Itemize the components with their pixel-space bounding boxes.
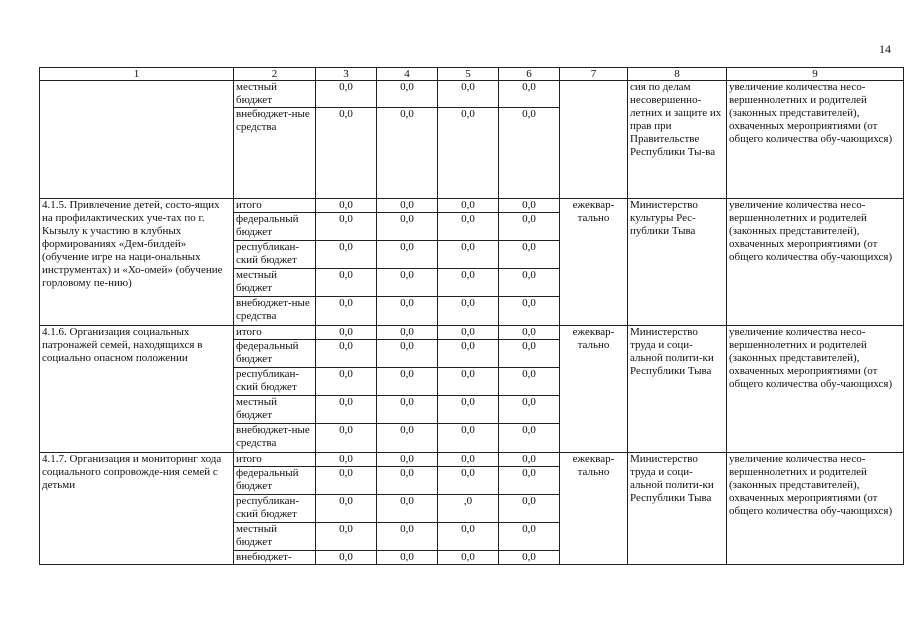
funding-source-cell: республикан-ский бюджет — [234, 368, 316, 396]
value-cell: 0,0 — [438, 368, 499, 396]
funding-source-cell: местный бюджет — [234, 523, 316, 551]
value-cell: 0,0 — [377, 269, 438, 297]
value-cell: 0,0 — [377, 241, 438, 269]
value-cell: 0,0 — [438, 269, 499, 297]
value-cell: 0,0 — [499, 199, 560, 213]
period-cell-continued — [560, 81, 628, 199]
value-cell: 0,0 — [316, 467, 377, 495]
col-header-5: 5 — [438, 68, 499, 81]
funding-source-cell: федеральный бюджет — [234, 340, 316, 368]
value-cell: 0,0 — [438, 340, 499, 368]
value-cell: 0,0 — [316, 213, 377, 241]
col-header-6: 6 — [499, 68, 560, 81]
table-row — [40, 199, 904, 213]
activity-cell-continued — [40, 81, 234, 199]
value-cell: 0,0 — [377, 199, 438, 213]
funding-source-cell: республикан-ский бюджет — [234, 495, 316, 523]
value-cell: 0,0 — [499, 340, 560, 368]
col-header-7: 7 — [560, 68, 628, 81]
funding-source-cell: внебюджет-ные средства — [234, 424, 316, 453]
period-cell: ежеквар-тально — [560, 326, 628, 453]
value-cell: 0,0 — [438, 297, 499, 326]
value-cell: 0,0 — [499, 396, 560, 424]
value-cell: 0,0 — [438, 424, 499, 453]
funding-source-cell: местный бюджет — [234, 269, 316, 297]
result-cell: увеличение количества несо-вершеннолетних и родителей (законных представителей), охваченных мероприятиями (от общего количества обу-чающихся) — [727, 326, 904, 453]
funding-source-cell: внебюджет-ные средства — [234, 108, 316, 199]
value-cell: 0,0 — [438, 551, 499, 565]
executor-cell: Министерство труда и соци-альной полити-ки Республики Тыва — [628, 326, 727, 453]
value-cell: 0,0 — [499, 81, 560, 108]
value-cell: 0,0 — [377, 108, 438, 199]
activity-cell: 4.1.6. Организация социальных патронажей семей, находящихся в социально опасном положении — [40, 326, 234, 453]
executor-cell: сия по делам несовершенно-летних и защите их прав при Правительстве Республики Ты-ва — [628, 81, 727, 199]
activity-cell: 4.1.7. Организация и мониторинг хода социального сопровожде-ния семей с детьми — [40, 453, 234, 565]
value-cell: 0,0 — [377, 396, 438, 424]
value-cell: 0,0 — [377, 368, 438, 396]
value-cell: 0,0 — [438, 213, 499, 241]
value-cell: 0,0 — [316, 340, 377, 368]
value-cell: 0,0 — [377, 453, 438, 467]
program-table — [39, 67, 904, 565]
value-cell: 0,0 — [377, 297, 438, 326]
value-cell: 0,0 — [316, 326, 377, 340]
value-cell: 0,0 — [316, 396, 377, 424]
col-header-3: 3 — [316, 68, 377, 81]
value-cell: 0,0 — [316, 297, 377, 326]
funding-source-cell: внебюджет- — [234, 551, 316, 565]
col-header-9: 9 — [727, 68, 904, 81]
value-cell: 0,0 — [438, 467, 499, 495]
value-cell: 0,0 — [499, 424, 560, 453]
value-cell: 0,0 — [438, 326, 499, 340]
value-cell: 0,0 — [499, 368, 560, 396]
value-cell: 0,0 — [499, 453, 560, 467]
value-cell: 0,0 — [499, 326, 560, 340]
header-row — [40, 68, 904, 81]
value-cell: 0,0 — [377, 495, 438, 523]
result-cell: увеличение количества несо-вершеннолетних и родителей (законных представителей), охваченных мероприятиями (от общего количества обу-чающихся) — [727, 453, 904, 565]
value-cell: 0,0 — [438, 453, 499, 467]
value-cell: 0,0 — [499, 467, 560, 495]
col-header-1: 1 — [40, 68, 234, 81]
value-cell: 0,0 — [377, 424, 438, 453]
col-header-8: 8 — [628, 68, 727, 81]
executor-cell: Министерство труда и соци-альной полити-ки Республики Тыва — [628, 453, 727, 565]
value-cell: 0,0 — [438, 199, 499, 213]
value-cell: 0,0 — [499, 495, 560, 523]
value-cell: 0,0 — [438, 396, 499, 424]
funding-source-cell: местный бюджет — [234, 81, 316, 108]
col-header-4: 4 — [377, 68, 438, 81]
value-cell: 0,0 — [316, 368, 377, 396]
value-cell: 0,0 — [499, 269, 560, 297]
value-cell: 0,0 — [377, 326, 438, 340]
value-cell: 0,0 — [316, 551, 377, 565]
value-cell: 0,0 — [316, 108, 377, 199]
value-cell: 0,0 — [377, 523, 438, 551]
funding-source-cell: республикан-ский бюджет — [234, 241, 316, 269]
value-cell: 0,0 — [316, 424, 377, 453]
activity-cell: 4.1.5. Привлечение детей, состо-ящих на профилактических уче-тах по г. Кызылу к участию в клубных формированиях «Дем-билдей» (обучение игре на наци-ональных инструментах) и «Хо-омей» (обучение горловому пе-нию) — [40, 199, 234, 326]
value-cell: 0,0 — [438, 241, 499, 269]
value-cell: 0,0 — [377, 467, 438, 495]
value-cell: 0,0 — [499, 108, 560, 199]
value-cell: 0,0 — [499, 241, 560, 269]
executor-cell: Министерство культуры Рес-публики Тыва — [628, 199, 727, 326]
value-cell: 0,0 — [438, 523, 499, 551]
funding-source-cell: итого — [234, 199, 316, 213]
table-row — [40, 453, 904, 467]
value-cell: 0,0 — [316, 81, 377, 108]
value-cell: 0,0 — [438, 81, 499, 108]
funding-source-cell: внебюджет-ные средства — [234, 297, 316, 326]
value-cell: 0,0 — [316, 241, 377, 269]
page-number: 14 — [879, 42, 891, 56]
period-cell: ежеквар-тально — [560, 453, 628, 565]
value-cell: 0,0 — [316, 523, 377, 551]
value-cell: 0,0 — [377, 81, 438, 108]
value-cell: 0,0 — [316, 199, 377, 213]
value-cell: 0,0 — [316, 495, 377, 523]
value-cell: 0,0 — [499, 551, 560, 565]
value-cell: 0,0 — [499, 213, 560, 241]
value-cell: ,0 — [438, 495, 499, 523]
funding-source-cell: итого — [234, 326, 316, 340]
col-header-2: 2 — [234, 68, 316, 81]
period-cell: ежеквар-тально — [560, 199, 628, 326]
value-cell: 0,0 — [377, 340, 438, 368]
value-cell: 0,0 — [438, 108, 499, 199]
value-cell: 0,0 — [377, 213, 438, 241]
value-cell: 0,0 — [316, 453, 377, 467]
funding-source-cell: местный бюджет — [234, 396, 316, 424]
value-cell: 0,0 — [499, 523, 560, 551]
result-cell: увеличение количества несо-вершеннолетних и родителей (законных представителей), охваченных мероприятиями (от общего количества обу-чающихся) — [727, 81, 904, 199]
result-cell: увеличение количества несо-вершеннолетних и родителей (законных представителей), охваченных мероприятиями (от общего количества обу-чающихся) — [727, 199, 904, 326]
funding-source-cell: федеральный бюджет — [234, 213, 316, 241]
value-cell: 0,0 — [499, 297, 560, 326]
funding-source-cell: итого — [234, 453, 316, 467]
funding-source-cell: федеральный бюджет — [234, 467, 316, 495]
table-row — [40, 326, 904, 340]
table-row — [40, 81, 904, 108]
value-cell: 0,0 — [316, 269, 377, 297]
value-cell: 0,0 — [377, 551, 438, 565]
